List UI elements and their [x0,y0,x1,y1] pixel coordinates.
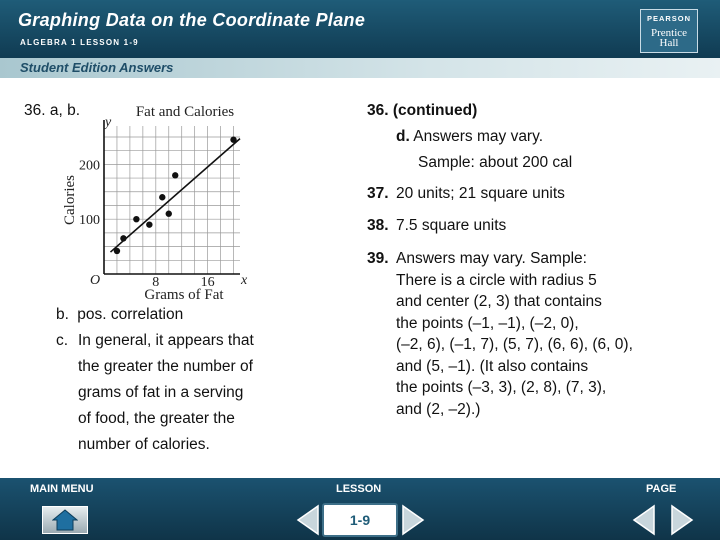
section-label: Student Edition Answers [20,60,174,75]
answer-39-number: 39. [367,250,389,267]
answer-39-line: and (2, –2).) [396,400,481,418]
lesson-previous-button[interactable] [296,504,320,536]
data-point [166,211,172,217]
chart-title: Fat and Calories [135,104,235,120]
data-point [146,221,152,227]
y-axis-label: Calories [62,175,78,225]
answer-36-continued-heading: 36. (continued) [367,102,478,119]
lesson-number-button[interactable]: 1-9 [322,503,398,537]
main-menu-home-button[interactable] [42,506,88,534]
pearson-logo [640,9,698,53]
answer-39-line: and center (2, 3) that contains [396,293,602,310]
answer-36c-line: grams of fat in a serving [78,384,244,401]
answer-36c-line: number of calories. [78,436,210,453]
data-point [114,248,120,254]
answer-39-line: There is a circle with radius 5 [396,271,597,289]
logo-brand: PEARSON [646,14,692,23]
page-title: Graphing Data on the Coordinate Plane [18,10,366,30]
problem-36-label: 36. a, b. [24,102,81,119]
header-bar [0,0,720,58]
footer-nav [0,478,720,540]
answer-36c [78,330,254,456]
y-tick-label: 100 [79,213,100,229]
answer-39 [396,248,633,420]
answer-36c-line: the greater the number of [78,358,253,375]
answer-37-text: 20 units; 21 square units [396,185,565,202]
answer-38-text: 7.5 square units [396,217,507,234]
arrow-right-icon [403,506,423,534]
arrow-left-icon [298,506,318,534]
answer-39-line: (–2, 6), (–1, 7), (5, 7), (6, 6), (6, 0), [396,336,633,353]
arrow-left-icon [634,506,654,534]
page-label: PAGE [646,483,677,495]
x-axis-name: x [241,273,248,288]
logo-line-2: Hall [659,37,679,49]
page-previous-button[interactable] [632,504,656,536]
data-point [172,172,178,178]
chart-grid [104,126,240,274]
answer-36c-line: In general, it appears that [78,332,254,349]
answer-36b [56,304,183,326]
y-tick-label: 200 [79,158,100,174]
answer-36d-sample: Sample: about 200 cal [418,154,573,171]
answer-39-line: the points (–1, –1), (–2, 0), [396,314,579,332]
answer-37-number: 37. [367,185,389,202]
home-icon [52,509,78,531]
answer-36d-text: Answers may vary. [413,128,544,145]
answer-36d [396,126,543,148]
section-band [0,58,720,78]
answer-38-number: 38. [367,217,389,234]
lesson-subtitle: ALGEBRA 1 LESSON 1-9 [20,38,139,47]
data-point [230,137,236,143]
answer-36b-text: pos. correlation [77,306,184,323]
lesson-next-button[interactable] [401,504,425,536]
data-point [159,194,165,200]
answer-36c-label: c. [56,332,69,349]
arrow-right-icon [672,506,692,534]
x-tick-label: 8 [152,275,160,290]
answer-36c-line: of food, the greater the [78,410,235,427]
logo-line-1: Prentice [650,27,688,39]
x-axis-label: Grams of Fat [144,287,224,303]
lesson-label: LESSON [336,483,382,495]
answer-36d-label: d. [396,128,410,145]
y-axis-name: y [105,115,112,130]
answer-39-line: the points (–3, 3), (2, 8), (7, 3), [396,379,607,396]
data-point [120,235,126,241]
answer-36b-label: b. [56,306,69,323]
fat-calories-chart [58,100,328,305]
main-menu-label: MAIN MENU [30,483,94,495]
answer-39-line: and (5, –1). (It also contains [396,357,589,375]
origin-label: O [90,273,101,288]
x-tick-label: 16 [200,275,215,290]
data-point [133,216,139,222]
page-next-button[interactable] [670,504,694,536]
answer-39-line: Answers may vary. Sample: [396,250,587,267]
logo-imprint [641,23,697,48]
chart-axes [104,120,240,274]
